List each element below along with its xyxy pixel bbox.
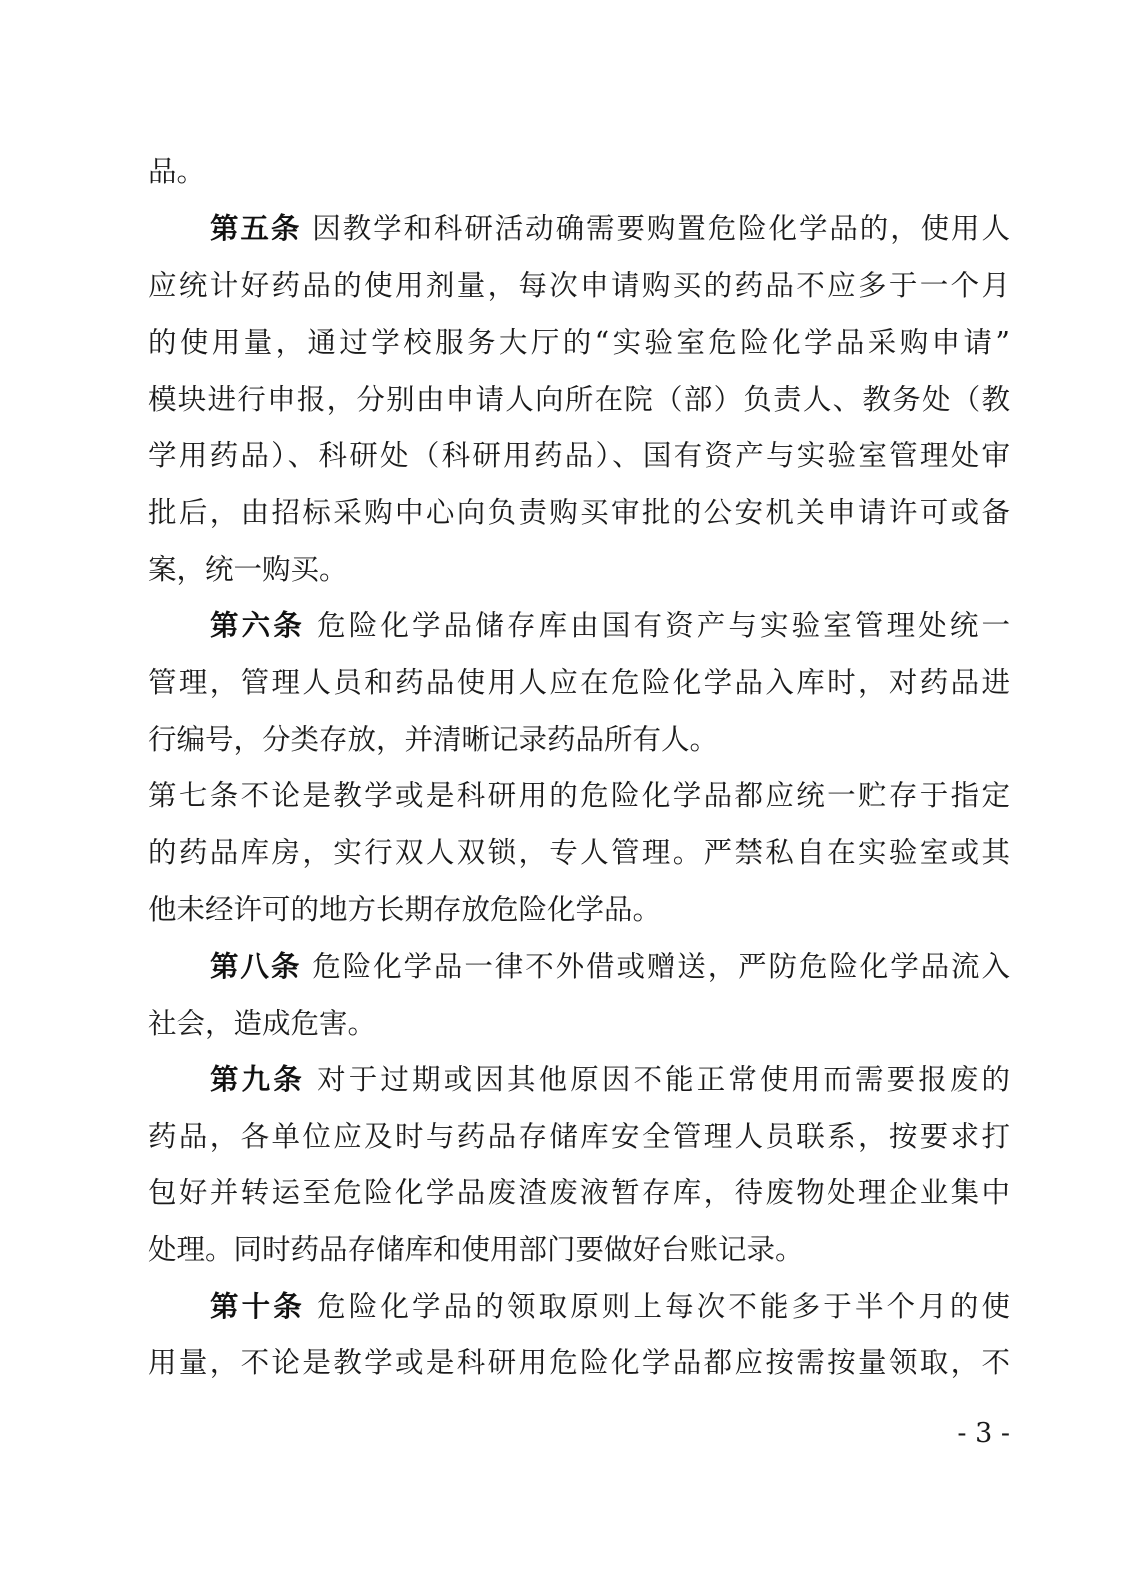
line-text: 危险化学品一律不外借或赠送，严防危险化学品流入 [312, 950, 1010, 983]
text-line [148, 150, 1010, 194]
line-text: 第七条不论是教学或是科研用的危险化学品都应统一贮存于指定 [148, 779, 1010, 812]
line-text: 处理。同时药品存储库和使用部门要做好台账记录。 [148, 1233, 804, 1266]
line-text: 案，统一购买。 [148, 553, 348, 586]
article-9-first-line [210, 1058, 1010, 1102]
text-line [148, 1228, 1010, 1272]
text-line [148, 1341, 1010, 1385]
line-text: 学用药品）、科研处（科研用药品）、国有资产与实验室管理处审 [148, 439, 1010, 472]
text-line [148, 888, 1010, 932]
article-5-first-line [210, 207, 1010, 251]
line-text: 批后，由招标采购中心向负责购买审批的公安机关申请许可或备 [148, 496, 1010, 529]
line-text: 对于过期或因其他原因不能正常使用而需要报废的 [317, 1063, 1010, 1096]
line-text: 行编号，分类存放，并清晰记录药品所有人。 [148, 723, 719, 756]
article-label: 第五条 [210, 212, 302, 245]
page-number: - 3 - [957, 1418, 1010, 1449]
text-line [148, 491, 1010, 535]
article-8-first-line [210, 945, 1010, 989]
line-text: 应统计好药品的使用剂量，每次申请购买的药品不应多于一个月 [148, 269, 1010, 302]
line-text: 因教学和科研活动确需要购置危险化学品的，使用人 [312, 212, 1010, 245]
text-line [148, 321, 1010, 365]
article-10-first-line [210, 1285, 1010, 1329]
line-text: 药品，各单位应及时与药品存储库安全管理人员联系，按要求打 [148, 1120, 1010, 1153]
line-text: 的药品库房，实行双人双锁，专人管理。严禁私自在实验室或其 [148, 836, 1010, 869]
text-line [148, 1171, 1010, 1215]
line-text: 包好并转运至危险化学品废渣废液暂存库，待废物处理企业集中 [148, 1176, 1010, 1209]
line-text: 模块进行申报，分别由申请人向所在院（部）负责人、教务处（教 [148, 383, 1010, 416]
article-7-first-line [148, 774, 1010, 818]
line-text: 危险化学品储存库由国有资产与实验室管理处统一 [317, 609, 1010, 642]
line-text: 用量，不论是教学或是科研用危险化学品都应按需按量领取，不 [148, 1346, 1010, 1379]
line-text: 的使用量，通过学校服务大厅的“实验室危险化学品采购申请” [148, 326, 1010, 359]
article-label: 第十条 [210, 1290, 305, 1323]
line-text: 管理，管理人员和药品使用人应在危险化学品入库时，对药品进 [148, 666, 1010, 699]
text-line [148, 378, 1010, 422]
text-line [148, 831, 1010, 875]
line-text: 他未经许可的地方长期存放危险化学品。 [148, 893, 662, 926]
article-label: 第八条 [210, 950, 302, 983]
line-text: 危险化学品的领取原则上每次不能多于半个月的使 [317, 1290, 1010, 1323]
text-line [148, 718, 1010, 762]
article-label: 第九条 [210, 1063, 305, 1096]
line-text: 社会，造成危害。 [148, 1007, 377, 1040]
text-line [148, 661, 1010, 705]
text-line [148, 434, 1010, 478]
text-line [148, 1115, 1010, 1159]
article-6-first-line [210, 604, 1010, 648]
text-line [148, 264, 1010, 308]
article-label: 第六条 [210, 609, 305, 642]
text-line [148, 1002, 1010, 1046]
text-line [148, 548, 1010, 592]
line-text: 品。 [148, 155, 206, 188]
